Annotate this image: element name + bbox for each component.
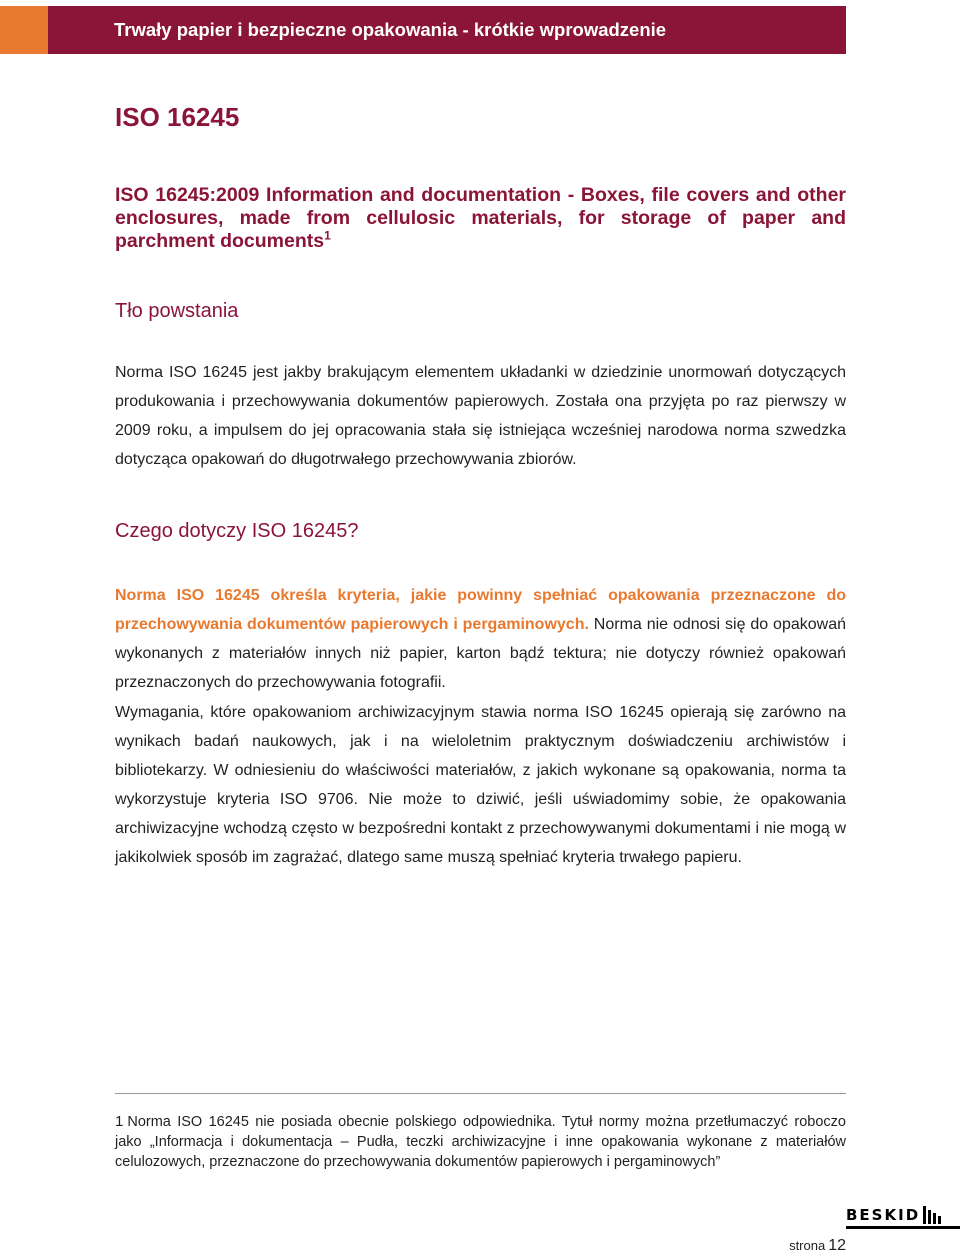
scope-paragraph-rest: Norma nie odnosi się do opakowań wykonanych z materiałów innych niż papier, karton bądź tektura; nie dotyczy również opakowań przeznaczonych do przechowywania fotografii. — [115, 616, 846, 691]
footnote-marker: 1 — [115, 1113, 124, 1130]
footnote-reference: 1 — [324, 228, 331, 243]
footnote-divider — [115, 1093, 846, 1094]
standard-title-text: ISO 16245:2009 Information and documentation - Boxes, file covers and other enclosures, made from cellulosic materials, for storage of paper and parchment documents — [115, 184, 846, 252]
page-label: strona — [789, 1238, 826, 1253]
background-paragraph: Norma ISO 16245 jest jakby brakującym elementem układanki w dziedzinie unormowań dotyczących produkowania i przechowywania dokumentów papierowych. Została ona przyjęta po raz pierwszy w 2009 roku, a impulsem do jej opracowania stała się istniejąca wcześniej narodowa norma szwedzka dotycząca opakowań do długotrwałego przechowywania zbiorów. — [115, 364, 846, 468]
logo-bars-icon — [923, 1206, 941, 1224]
section-heading-scope: Czego dotyczy ISO 16245? — [115, 520, 359, 542]
logo-underline — [846, 1226, 960, 1229]
logo-text: BESKID — [846, 1206, 921, 1224]
scope-paragraph — [115, 581, 846, 697]
footnote-text: Norma ISO 16245 nie posiada obecnie polskiego odpowiednika. Tytuł normy można przetłumaczyć roboczo jako „Informacja i dokumentacja – Pudła, teczki archiwizacyjne i inne opakowania wykonane z materiałów celulozowych, przeznaczone do przechowywania dokumentów papierowych i pergaminowych” — [115, 1114, 846, 1170]
footnote — [115, 1112, 846, 1172]
beskid-logo — [846, 1204, 941, 1226]
page-number-value: 12 — [828, 1237, 846, 1254]
header-bar — [48, 6, 846, 54]
page-number — [789, 1236, 846, 1256]
page-heading: ISO 16245 — [115, 102, 240, 132]
header-title: Trwały papier i bezpieczne opakowania - krótkie wprowadzenie — [114, 19, 667, 40]
standard-title — [115, 184, 846, 253]
scope-highlight: Norma ISO 16245 określa kryteria, jakie powinny spełniać opakowania przeznaczone do przechowywania dokumentów papierowych i pergaminowych. — [115, 587, 846, 633]
section-heading-background: Tło powstania — [115, 300, 239, 322]
requirements-paragraph: Wymagania, które opakowaniom archiwizacyjnym stawia norma ISO 16245 opierają się zarówno na wynikach badań naukowych, jak i na wieloletnim praktycznym doświadczeniu archiwistów i bibliotekarzy. W odniesieniu do właściwości materiałów, z jakich wykonane są opakowania, norma ta wykorzystuje kryteria ISO 9706. Nie może to dziwić, jeśli uświadomimy sobie, że opakowania archiwizacyjne wchodzą często w bezpośredni kontakt z przechowywanymi dokumentami i nie mogą w jakikolwiek sposób im zagrażać, dlatego same muszą spełniać kryteria trwałego papieru. — [115, 704, 846, 866]
header-accent-block — [0, 6, 48, 54]
